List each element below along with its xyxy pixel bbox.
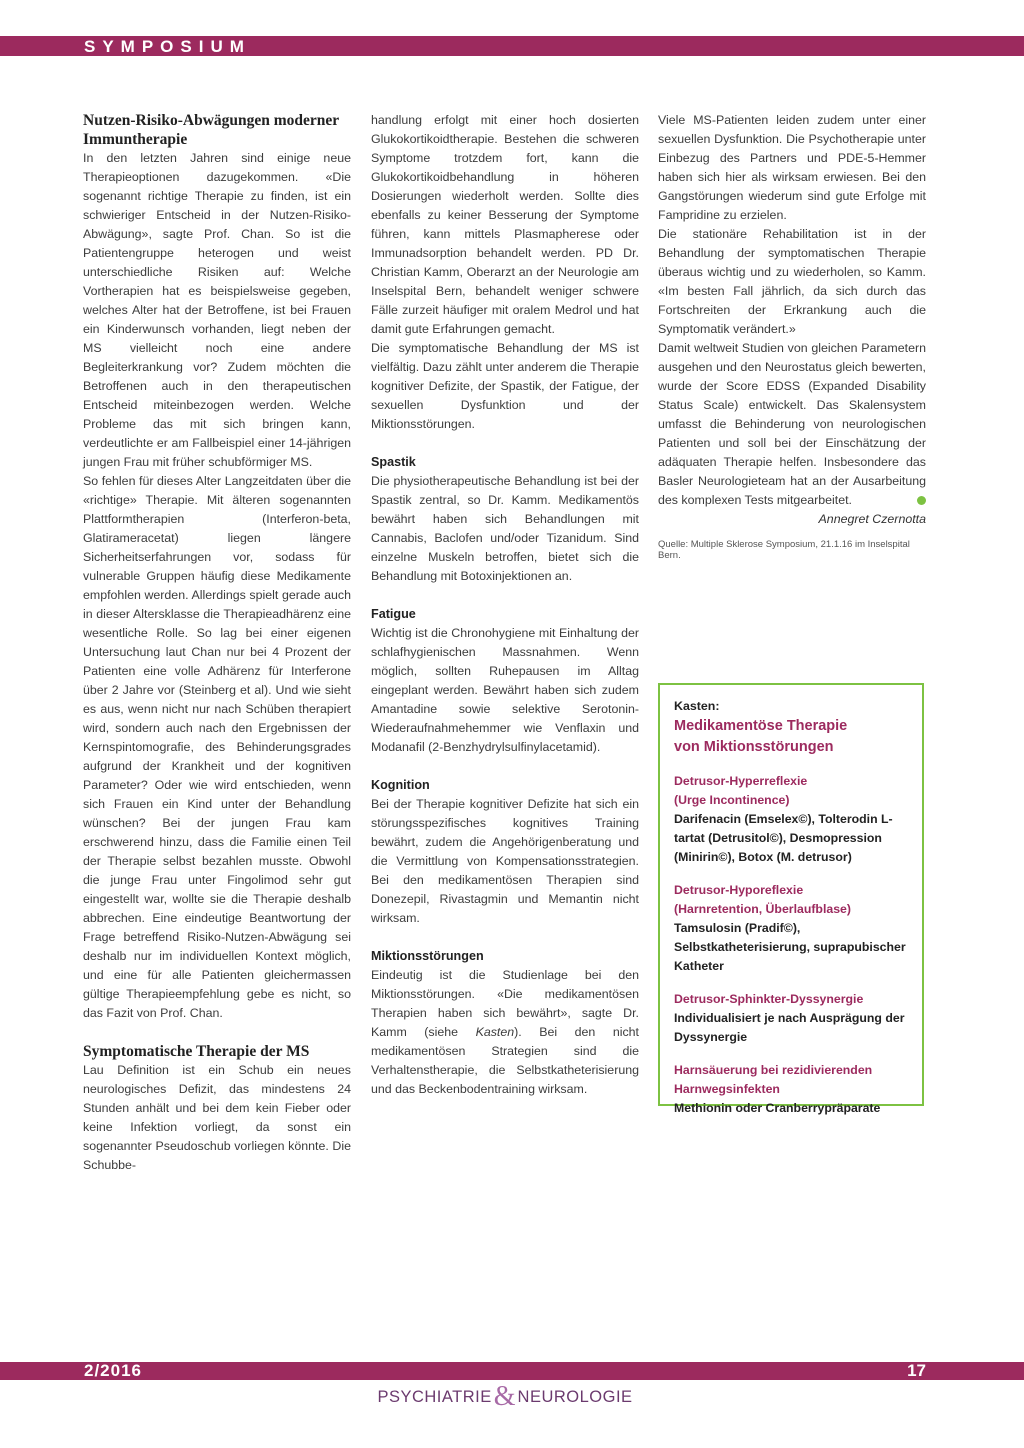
page-number: 17 — [907, 1361, 926, 1380]
footer-bar — [0, 1362, 1024, 1380]
paragraph: Lau Definition ist ein Schub ein neues neurologisches Defizit, das mindestens 24 Stunden anhält und bei dem kein Fieber oder keine Infektion vorliegt, da sonst ein sogenannter Pseudoschub vorliegen könnte. Die Schubbe- — [83, 1063, 351, 1172]
box-section-hyporeflexie: Detrusor-Hyporeflexie (Harnretention, Überlaufblase) Tamsulosin (Pradif©), Selbstkatheterisierung, suprapubischer Katheter — [674, 883, 906, 973]
paragraph: handlung erfolgt mit einer hoch dosierten Glukokortikoidtherapie. Bestehen die schweren Symptome trotzdem fort, kann die Glukokortikoidbehandlung in höheren Dosierungen wiederholt werden. Sollte dies ebenfalls zu keiner Besserung der Symptome führen, kann mittels Plasmapherese oder Immunadsorption behandelt werden. PD Dr. Christian Kamm, Oberarzt an der Neurologie am Inselspital Bern, behandelt weniger schwere Fälle zurzeit häufiger mit oralem Medrol und hat damit gute Erfahrungen gemacht. — [371, 113, 639, 336]
paragraph: Die symptomatische Behandlung der MS ist vielfältig. Dazu zählt unter anderem die Therapie kognitiver Defizite, der Spastik, der Fatigue, der sexuellen Dysfunktion und der Miktionsstörungen. — [371, 341, 639, 431]
section-label: SYMPOSIUM — [84, 37, 251, 56]
paragraph: Wichtig ist die Chronohygiene mit Einhaltung der schlafhygienischen Massnahmen. Wenn möglich, sollten Ruhepausen im Alltag eingeplant werden. Bewährt haben sich zudem Amantadine sowie selektive Serotonin-Wiederaufnahmehemmer wie Venflaxin und Modanafil (2-Benzhydrylsulfinylacetamid). — [371, 626, 639, 754]
column-1 — [83, 111, 351, 1175]
paragraph: Eindeutig ist die Studienlage bei den Miktionsstörungen. «Die medikamentösen Therapien haben sich bewährt», sagte Dr. Kamm (siehe Kasten). Bei den nicht medikamentösen Strategien sind die Verhaltenstherapie, die Selbstkatheterisierung und das Beckenbodentraining wirksam. — [371, 968, 639, 1096]
box-section-hyperreflexie: Detrusor-Hyperreflexie (Urge Incontinence) Darifenacin (Emselex©), Tolterodin L-tartat (Detrusitol©), Desmopression (Minirin©), Botox (M. detrusor) — [674, 774, 893, 864]
heading-nutzen-risiko: Nutzen-Risiko-Abwägungen moderner Immuntherapie — [83, 112, 339, 148]
box-section-harnsaeuerung: Harnsäuerung bei rezidivierenden Harnwegsinfekten Methionin oder Cranberrypräparate — [674, 1063, 881, 1115]
kasten-reference: Kasten — [475, 1025, 515, 1039]
paragraph: Bei der Therapie kognitiver Defizite hat sich ein störungsspezifisches kognitives Training bewährt, zudem die Angehörigenberatung und die Vermittlung von Kompensationsstrategien. Bei den medikamentösen Therapien sind Donezepil, Rivastagmin und Memantin nicht wirksam. — [371, 797, 639, 925]
box-label: Kasten: — [674, 699, 720, 713]
subheading-fatigue: Fatigue — [371, 607, 416, 621]
box-section-dyssynergie: Detrusor-Sphinkter-Dyssynergie Individualisiert je nach Ausprägung der Dyssynergie — [674, 992, 905, 1044]
heading-symptomatische-therapie: Symptomatische Therapie der MS — [83, 1043, 310, 1060]
journal-logo: PSYCHIATRIE & NEUROLOGIE — [377, 1381, 633, 1412]
info-box-kasten — [658, 683, 924, 1115]
paragraph: In den letzten Jahren sind einige neue Therapieoptionen dazugekommen. «Die sogenannt richtige Therapie zu finden, ist ein schwieriger Entscheid in der Nutzen-Risiko-Abwägung», sagte Prof. Chan. So ist die Patientengruppe heterogen und weist unterschiedliche Risiken auf: Welche Vortherapien hat es beispielsweise gegeben, welches Alter hat der Betroffene, ist bei Frauen ein Kinderwunsch vorhanden, liegt neben der MS vielleicht noch eine andere Begleiterkrankung vor? Zudem möchten die Betroffenen auch in den therapeutischen Entscheid miteinbezogen werden. Welche Probleme das mit sich bringen kann, verdeutlichte er am Fallbeispiel einer 14-jährigen jungen Frau mit früher schubförmiger MS. — [83, 151, 351, 469]
box-title: Medikamentöse Therapie von Miktionsstörungen — [674, 718, 848, 755]
column-3 — [658, 111, 926, 561]
subheading-spastik: Spastik — [371, 455, 416, 469]
paragraph: Viele MS-Patienten leiden zudem unter einer sexuellen Dysfunktion. Die Psychotherapie unter Einbezug des Partners und PDE-5-Hemmer haben sich hier als wirksam erwiesen. Bei den Gangstörungen wiederum sind gute Erfolge mit Fampridine zu erzielen. — [658, 113, 926, 222]
paragraph: Die stationäre Rehabilitation ist in der Behandlung der symptomatischen Therapie überaus wichtig und zu wiederholen, so Kamm. «Im besten Fall jährlich, da sich durch das Fortschreiten der Erkrankung auch die Symptomatik verändert.» — [658, 227, 926, 336]
author: Annegret Czernotta — [818, 512, 926, 526]
paragraph: Die physiotherapeutische Behandlung ist bei der Spastik zentral, so Dr. Kamm. Medikamentös bewährt haben sich Behandlungen mit Cannabis, Baclofen und/oder Tizanidum. Sind einzelne Muskeln betroffen, bietet sich die Behandlung mit Botoxinjektionen an. — [371, 474, 639, 583]
subheading-kognition: Kognition — [371, 778, 430, 792]
issue-number: 2/2016 — [84, 1361, 142, 1380]
source-note: Quelle: Multiple Sklerose Symposium, 21.1.16 im Inselspital Bern. — [658, 539, 910, 561]
end-bullet-icon — [917, 496, 926, 505]
subheading-miktionsstoerungen: Miktionsstörungen — [371, 949, 484, 963]
paragraph: So fehlen für dieses Alter Langzeitdaten über die «richtige» Therapie. Mit älteren sogenannten Plattformtherapien (Interferon-beta, Glatirameracetat) liegen längere Sicherheitserfahrungen vor, sodass für vulnerable Gruppen häufig diese Medikamente empfohlen werden. Allerdings spielt gerade auch in dieser Altersklasse die Therapieadhärenz eine wesentliche Rolle. So lag bei einer eigenen Untersuchung laut Chan nur bei 4 Prozent der Patienten eine volle Adhärenz für Interferone über 2 Jahre vor (Steinberg et al). Und wie sieht es aus, wenn nicht nur nach Schüben therapiert wird, sondern auch nach den Ergebnissen der Kernspintomografie, des Behinderungsgrades aufgrund der Krankheit und der kognitiven Parameter? Oder wie wird entschieden, wenn sich Frauen ein Kind unter der Behandlung wünschen? Bei der jungen Frau kam erschwerend hinzu, dass die Familie einen Teil der Therapie selbst bezahlen musste. Obwohl die junge Frau unter Fingolimod sehr gut eingestellt war, wollte sie die Therapie deshalb abbrechen. Eine eindeutige Beantwortung der Frage betreffend Risiko-Nutzen-Abwägung sei deshalb nur im individuellen Kontext möglich, und eine für alle Patienten gleichermassen gültige Therapieempfehlung gebe es nicht, so das Fazit von Prof. Chan. — [83, 474, 351, 1020]
column-2 — [371, 111, 639, 1099]
ampersand-logo-glyph: & — [493, 1381, 516, 1412]
paragraph: Damit weltweit Studien von gleichen Parametern ausgehen und den Neurostatus gleich bewerten, wurde der Score EDSS (Expanded Disability Status Scale) entwickelt. Das Skalensystem umfasst die Behinderung von neurologischen Patienten und soll bei der Einschätzung der adäquaten Therapie helfen. Insbesondere das Basler Neurologieteam hat an der Ausarbeitung des komplexen Tests mitgearbeitet. — [658, 341, 926, 507]
